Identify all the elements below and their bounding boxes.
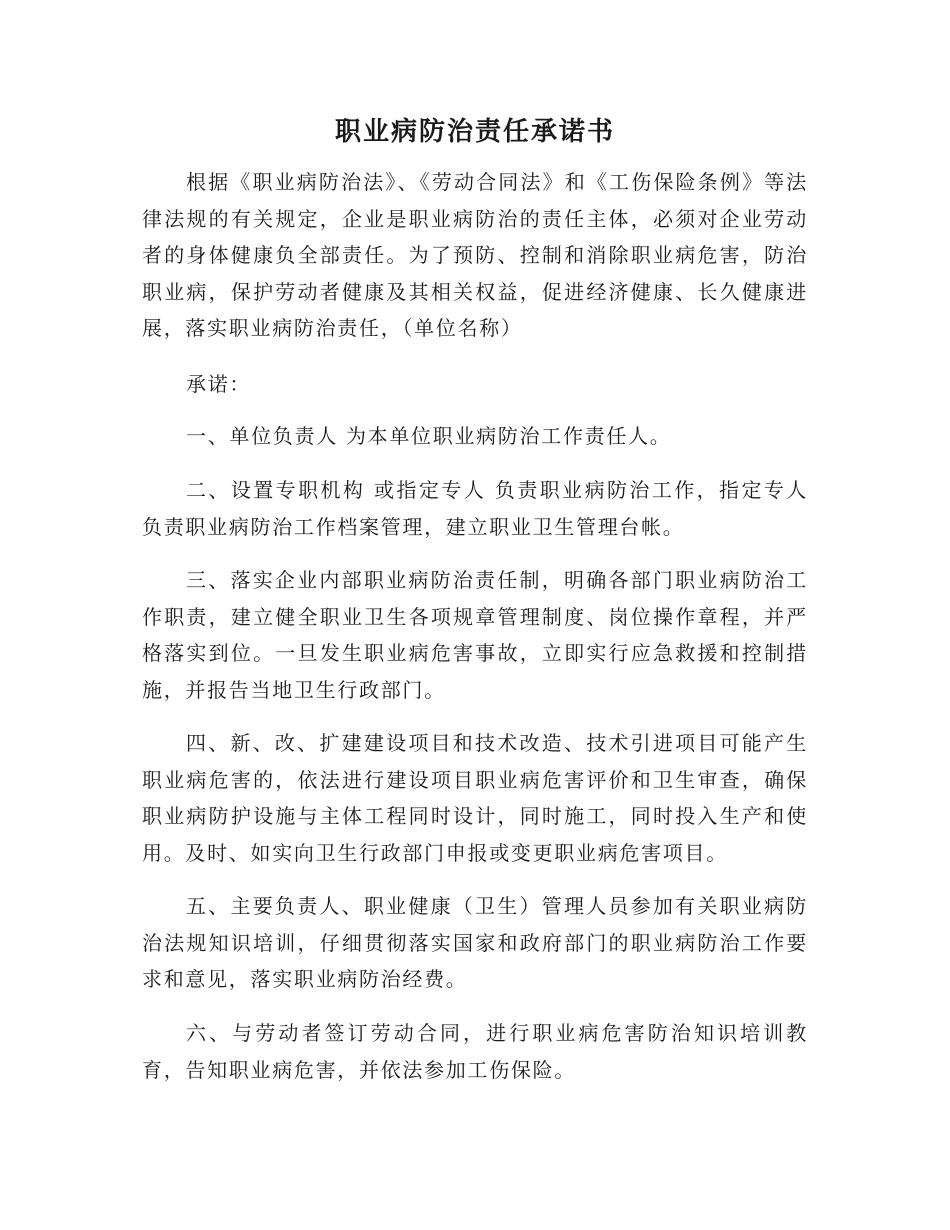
promise-item-6: 六、与劳动者签订劳动合同，进行职业病危害防治知识培训教育，告知职业病危害，并依法参加工伤保险。 xyxy=(142,1021,808,1082)
intro-paragraph: 根据《职业病防治法》、《劳动合同法》和《工伤保险条例》等法律法规的有关规定，企业是职业病防治的责任主体，必须对企业劳动者的身体健康负全部责任。为了预防、控制和消除职业病危害，防治职业病，保护劳动者健康及其相关权益，促进经济健康、长久健康进展，落实职业病防治责任，（单位名称） xyxy=(142,170,808,340)
promise-item-4: 四、新、改、扩建建设项目和技术改造、技术引进项目可能产生职业病危害的，依法进行建设项目职业病危害评价和卫生审查，确保职业病防护设施与主体工程同时设计，同时施工，同时投入生产和使用。及时、如实向卫生行政部门申报或变更职业病危害项目。 xyxy=(142,731,808,865)
promise-item-2: 二、设置专职机构 或指定专人 负责职业病防治工作，指定专人负责职业病防治工作档案管理，建立职业卫生管理台帐。 xyxy=(142,478,808,539)
document-title: 职业病防治责任承诺书 xyxy=(334,117,615,147)
promise-item-3: 三、落实企业内部职业病防治责任制，明确各部门职业病防治工作职责，建立健全职业卫生各项规章管理制度、岗位操作章程，并严格落实到位。一旦发生职业病危害事故，立即实行应急救援和控制措施，并报告当地卫生行政部门。 xyxy=(142,568,808,702)
promise-item-1: 一、单位负责人 为本单位职业病防治工作责任人。 xyxy=(186,424,672,448)
promise-heading: 承诺： xyxy=(186,372,252,396)
promise-item-5: 五、主要负责人、职业健康（卫生）管理人员参加有关职业病防治法规知识培训，仔细贯彻落实国家和政府部门的职业病防治工作要求和意见，落实职业病防治经费。 xyxy=(142,894,808,991)
